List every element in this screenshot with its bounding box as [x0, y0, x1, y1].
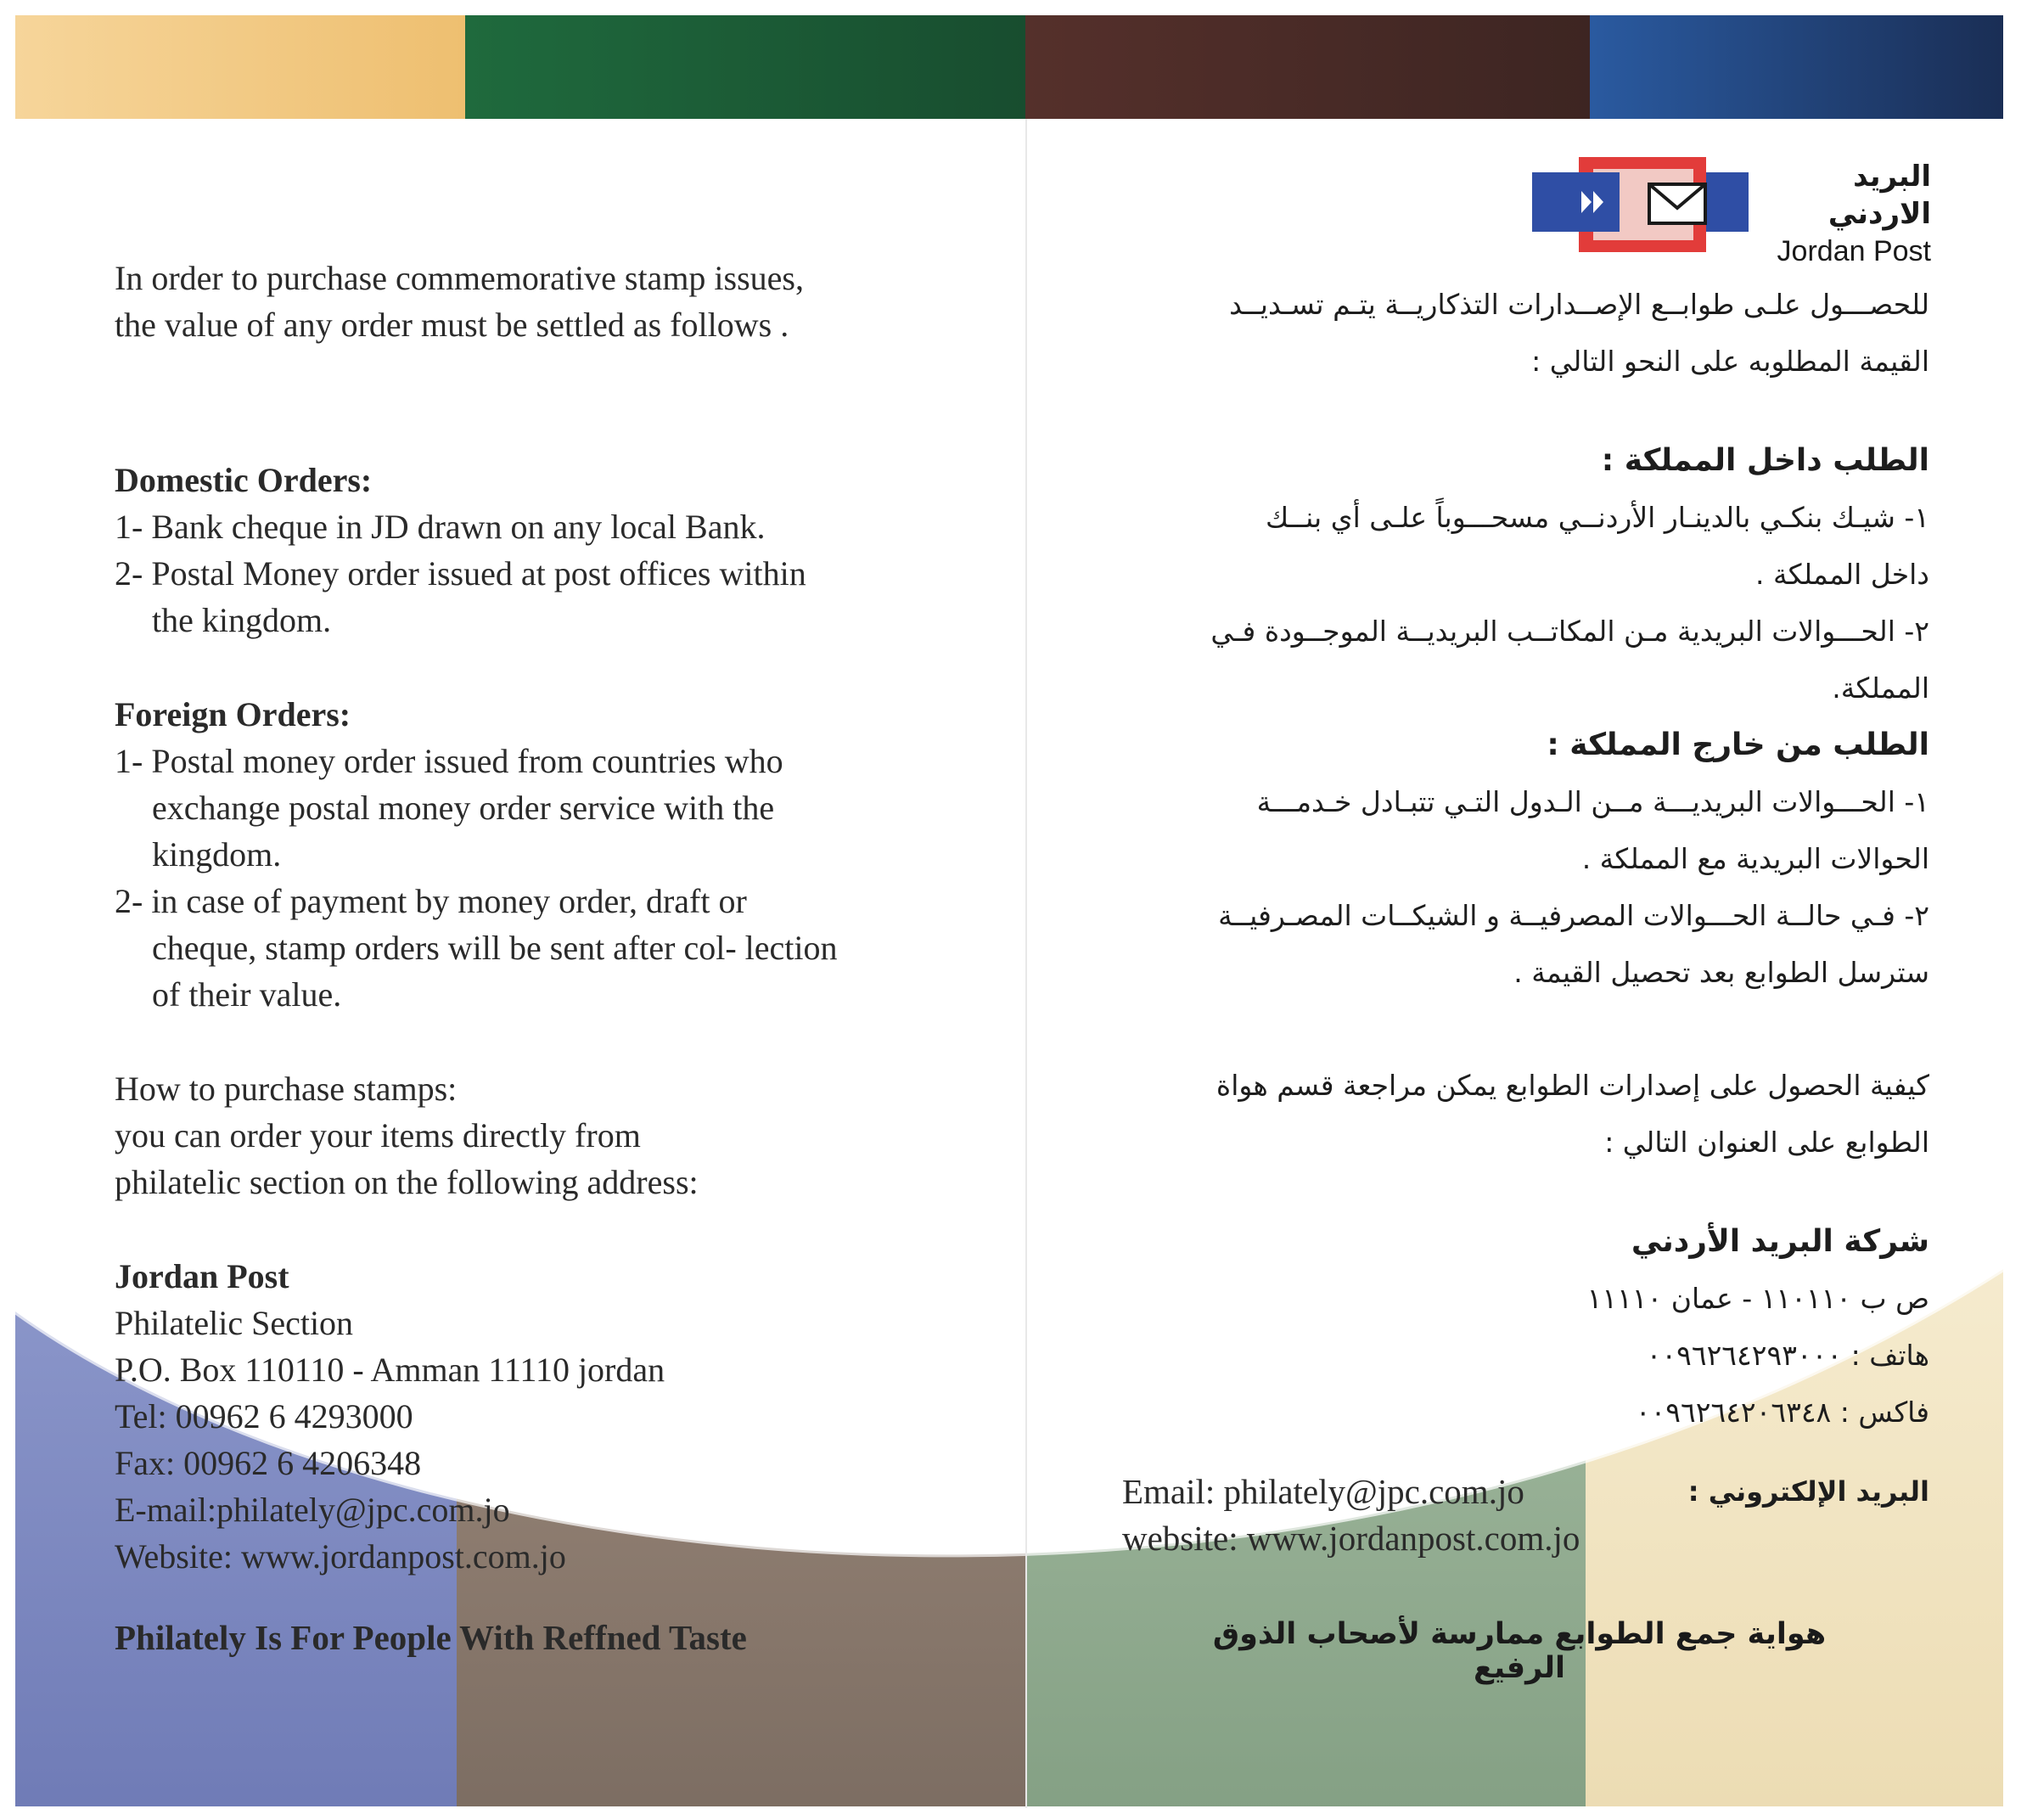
top-band-green — [465, 15, 1025, 119]
arabic-panel — [1114, 276, 1929, 1441]
ar-fax: فاكس : ٠٠٩٦٢٦٤٢٠٦٣٤٨ — [1635, 1396, 1929, 1429]
foreign-item-2: 2- in case of payment by money order, draft or — [115, 882, 747, 920]
domestic-item-2: 2- Postal Money order issued at post offices within — [115, 554, 806, 593]
intro-line-2: the value of any order must be settled as follows . — [115, 306, 789, 344]
how-to-line-3: philatelic section on the following address: — [115, 1163, 699, 1201]
ar-po-box: ص ب ١١٠١١٠ - عمان ١١١١٠ — [1586, 1282, 1929, 1315]
fold-line — [1025, 119, 1027, 1808]
ar-intro-line-2: القيمة المطلوبه على النحو التالي : — [1531, 345, 1929, 378]
address-email: E-mail:philately@jpc.com.jo — [115, 1491, 510, 1529]
ar-foreign-item-1-cont: الحوالات البريدية مع المملكة . — [1581, 842, 1929, 875]
ar-domestic-item-1-cont: داخل المملكة . — [1755, 558, 1929, 591]
top-band-blue — [1590, 15, 2003, 119]
right-website: website: www.jordanpost.com.jo — [1122, 1519, 1580, 1558]
intro-line-1: In order to purchase commemorative stamp issues, — [115, 259, 804, 297]
top-band-yellow — [15, 15, 465, 119]
ar-how-to-line-1: كيفية الحصول على إصدارات الطوابع يمكن مراجعة قسم هواة — [1216, 1069, 1929, 1102]
ar-tel: هاتف : ٠٠٩٦٢٦٤٢٩٣٠٠٠ — [1646, 1339, 1929, 1372]
ar-company-name: شركة البريد الأردني — [1631, 1224, 1929, 1259]
address-fax: Fax: 00962 6 4206348 — [115, 1444, 422, 1482]
ar-intro-line-1: للحصـــول علـى طوابــع الإصــدارات التذكاريــة يتـم تسـديــد — [1229, 288, 1929, 321]
foreign-heading: Foreign Orders: — [115, 695, 351, 733]
address-po-box: P.O. Box 110110 - Amman 11110 jordan — [115, 1351, 665, 1389]
ar-foreign-item-2: ٢- فـي حالــة الحـــوالات المصرفيــة و الشيكــات المصـرفيــة — [1218, 899, 1929, 932]
ar-domestic-item-1: ١- شيـك بنكـي بالدينـار الأردنــي مسحـــوباً علـى أي بنــك — [1265, 501, 1929, 534]
logo-text — [1751, 158, 1931, 270]
right-contact-english — [1122, 1469, 1580, 1562]
ar-email-label: البريد الإلكتروني : — [1687, 1475, 1929, 1508]
foreign-item-1: 1- Postal money order issued from countries who — [115, 742, 783, 780]
logo-arabic: البريد الاردني — [1827, 160, 1931, 231]
top-color-band — [15, 15, 2003, 119]
domestic-item-2-cont: the kingdom. — [152, 601, 332, 639]
english-panel — [115, 255, 963, 1580]
domestic-item-1: 1- Bank cheque in JD drawn on any local Bank. — [115, 508, 766, 546]
foreign-item-2-cont: cheque, stamp orders will be sent after col- lection — [152, 929, 838, 967]
how-to-line-1: How to purchase stamps: — [115, 1070, 458, 1108]
address-website: Website: www.jordanpost.com.jo — [115, 1537, 566, 1576]
ar-domestic-heading: الطلب داخل المملكة : — [1601, 443, 1929, 478]
ar-foreign-item-2-cont: سترسل الطوابع بعد تحصيل القيمة . — [1513, 956, 1929, 989]
envelope-icon — [1649, 184, 1705, 223]
ar-domestic-item-2-cont: المملكة. — [1832, 671, 1929, 705]
ar-how-to-line-2: الطوابع على العنوان التالي : — [1604, 1126, 1929, 1159]
ar-foreign-item-1: ١- الحـــوالات البريديـــة مــن الـدول التـي تتبـادل خـدمـــة — [1256, 785, 1929, 818]
foreign-item-1-cont2: kingdom. — [152, 835, 282, 873]
address-tel: Tel: 00962 6 4293000 — [115, 1397, 413, 1435]
arabic-slogan: هواية جمع الطوابع ممارسة لأصحاب الذوق الرفيع — [1212, 1617, 1827, 1685]
english-slogan: Philately Is For People With Reffned Taste — [115, 1618, 747, 1657]
ar-domestic-item-2: ٢- الحـــوالات البريدية مـن المكاتــب البريديــة الموجــودة فـي — [1210, 615, 1929, 648]
logo-english: Jordan Post — [1777, 235, 1931, 267]
address-section: Philatelic Section — [115, 1304, 354, 1342]
foreign-item-1-cont: exchange postal money order service with the — [152, 789, 775, 827]
address-name: Jordan Post — [115, 1257, 289, 1295]
ar-foreign-heading: الطلب من خارج المملكة : — [1547, 727, 1929, 762]
how-to-line-2: you can order your items directly from — [115, 1116, 641, 1154]
top-band-brown — [1025, 15, 1590, 119]
domestic-heading: Domestic Orders: — [115, 461, 373, 499]
foreign-item-2-cont2: of their value. — [152, 975, 342, 1014]
right-email: Email: philately@jpc.com.jo — [1122, 1472, 1524, 1511]
